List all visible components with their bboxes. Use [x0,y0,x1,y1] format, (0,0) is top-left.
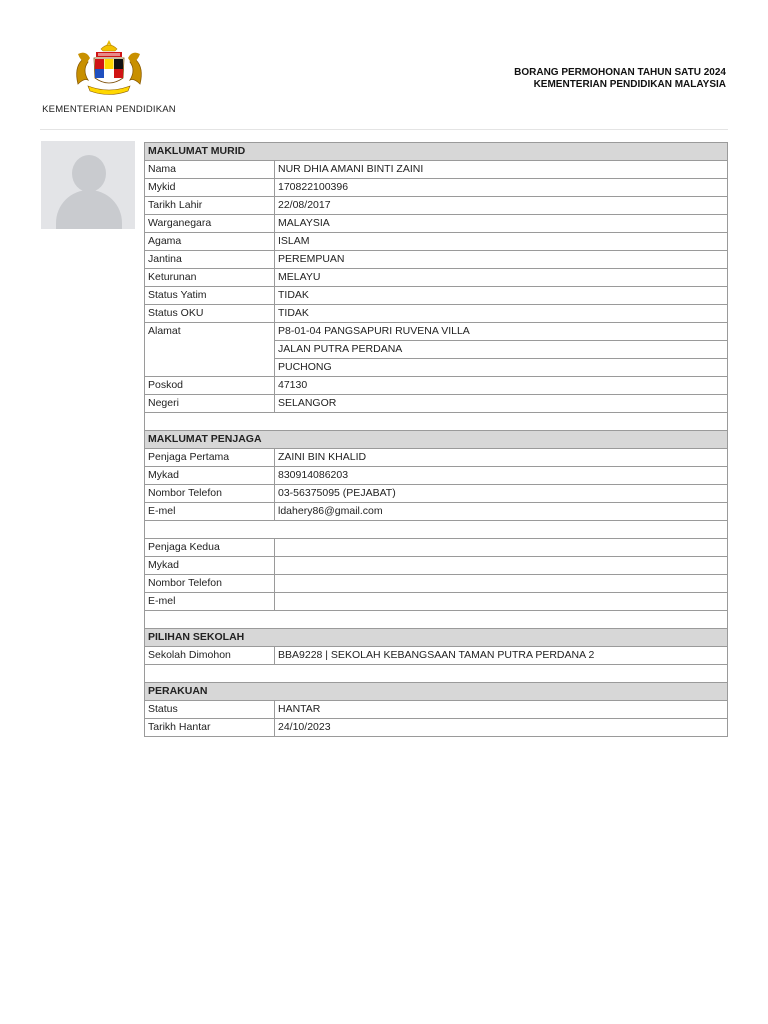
avatar-body-icon [56,190,122,229]
spacer-row [145,413,728,431]
ministry-name: KEMENTERIAN PENDIDIKAN [42,104,176,115]
label-alamat: Alamat [145,323,275,341]
table-row [145,503,728,521]
ministry-logo [40,38,178,120]
value-poskod: 47130 [275,377,728,395]
label-negeri: Negeri [145,395,275,413]
value-keturunan: MELAYU [275,269,728,287]
table-row [145,719,728,737]
application-form-table [144,142,728,737]
value-status-oku: TIDAK [275,305,728,323]
value-telefon-2 [275,575,728,593]
table-row [145,251,728,269]
table-row [145,377,728,395]
label-status-yatim: Status Yatim [145,287,275,305]
table-row [145,305,728,323]
label-mykid: Mykid [145,179,275,197]
value-penjaga-pertama: ZAINI BIN KHALID [275,449,728,467]
label-nama: Nama [145,161,275,179]
value-mykad-2 [275,557,728,575]
value-mykid: 170822100396 [275,179,728,197]
avatar-head-icon [72,155,106,192]
header-divider [40,129,728,130]
spacer-row [145,665,728,683]
section-title-perakuan: PERAKUAN [145,683,728,701]
table-row [145,647,728,665]
label-mykad-2: Mykad [145,557,275,575]
table-row [145,359,728,377]
table-row [145,449,728,467]
value-sekolah-dimohon: BBA9228 | SEKOLAH KEBANGSAAN TAMAN PUTRA PERDANA 2 [275,647,728,665]
section-header [145,629,728,647]
table-row [145,539,728,557]
value-status-yatim: TIDAK [275,287,728,305]
label-emel-2: E-mel [145,593,275,611]
value-mykad: 830914086203 [275,467,728,485]
table-row [145,197,728,215]
label-tarikh-hantar: Tarikh Hantar [145,719,275,737]
spacer-cell [145,611,728,629]
section-title-murid: MAKLUMAT MURID [145,143,728,161]
value-jantina: PEREMPUAN [275,251,728,269]
label-telefon: Nombor Telefon [145,485,275,503]
value-warganegara: MALAYSIA [275,215,728,233]
table-row [145,179,728,197]
label-mykad: Mykad [145,467,275,485]
label-agama: Agama [145,233,275,251]
value-emel-2 [275,593,728,611]
section-title-sekolah: PILIHAN SEKOLAH [145,629,728,647]
table-row [145,323,728,341]
value-alamat-1: P8-01-04 PANGSAPURI RUVENA VILLA [275,323,728,341]
spacer-cell [145,521,728,539]
table-row [145,161,728,179]
form-title: BORANG PERMOHONAN TAHUN SATU 2024 [514,67,726,78]
value-telefon: 03-56375095 (PEJABAT) [275,485,728,503]
label-sekolah-dimohon: Sekolah Dimohon [145,647,275,665]
value-tarikh-lahir: 22/08/2017 [275,197,728,215]
table-row [145,233,728,251]
table-row [145,395,728,413]
value-emel: ldahery86@gmail.com [275,503,728,521]
label-emel: E-mel [145,503,275,521]
section-header [145,431,728,449]
value-agama: ISLAM [275,233,728,251]
table-row [145,593,728,611]
label-jantina: Jantina [145,251,275,269]
label-warganegara: Warganegara [145,215,275,233]
spacer-row [145,521,728,539]
value-alamat-3: PUCHONG [275,359,728,377]
table-row [145,215,728,233]
table-row [145,557,728,575]
table-row [145,287,728,305]
label-penjaga-kedua: Penjaga Kedua [145,539,275,557]
value-nama: NUR DHIA AMANI BINTI ZAINI [275,161,728,179]
table-row [145,269,728,287]
label-status: Status [145,701,275,719]
label-poskod: Poskod [145,377,275,395]
table-row [145,701,728,719]
document-header [514,67,726,91]
student-photo-placeholder [41,141,135,229]
section-header [145,683,728,701]
spacer-cell [145,665,728,683]
value-penjaga-kedua [275,539,728,557]
spacer-cell [145,413,728,431]
section-header [145,143,728,161]
ministry-title: KEMENTERIAN PENDIDIKAN MALAYSIA [533,79,726,90]
value-alamat-2: JALAN PUTRA PERDANA [275,341,728,359]
label-status-oku: Status OKU [145,305,275,323]
table-row [145,575,728,593]
spacer-row [145,611,728,629]
value-negeri: SELANGOR [275,395,728,413]
label-empty [145,359,275,377]
table-row [145,467,728,485]
label-penjaga-pertama: Penjaga Pertama [145,449,275,467]
value-tarikh-hantar: 24/10/2023 [275,719,728,737]
value-status: HANTAR [275,701,728,719]
table-row [145,341,728,359]
label-tarikh-lahir: Tarikh Lahir [145,197,275,215]
label-empty [145,341,275,359]
label-telefon-2: Nombor Telefon [145,575,275,593]
table-row [145,485,728,503]
coat-of-arms-icon [68,38,150,100]
label-keturunan: Keturunan [145,269,275,287]
section-title-penjaga: MAKLUMAT PENJAGA [145,431,728,449]
